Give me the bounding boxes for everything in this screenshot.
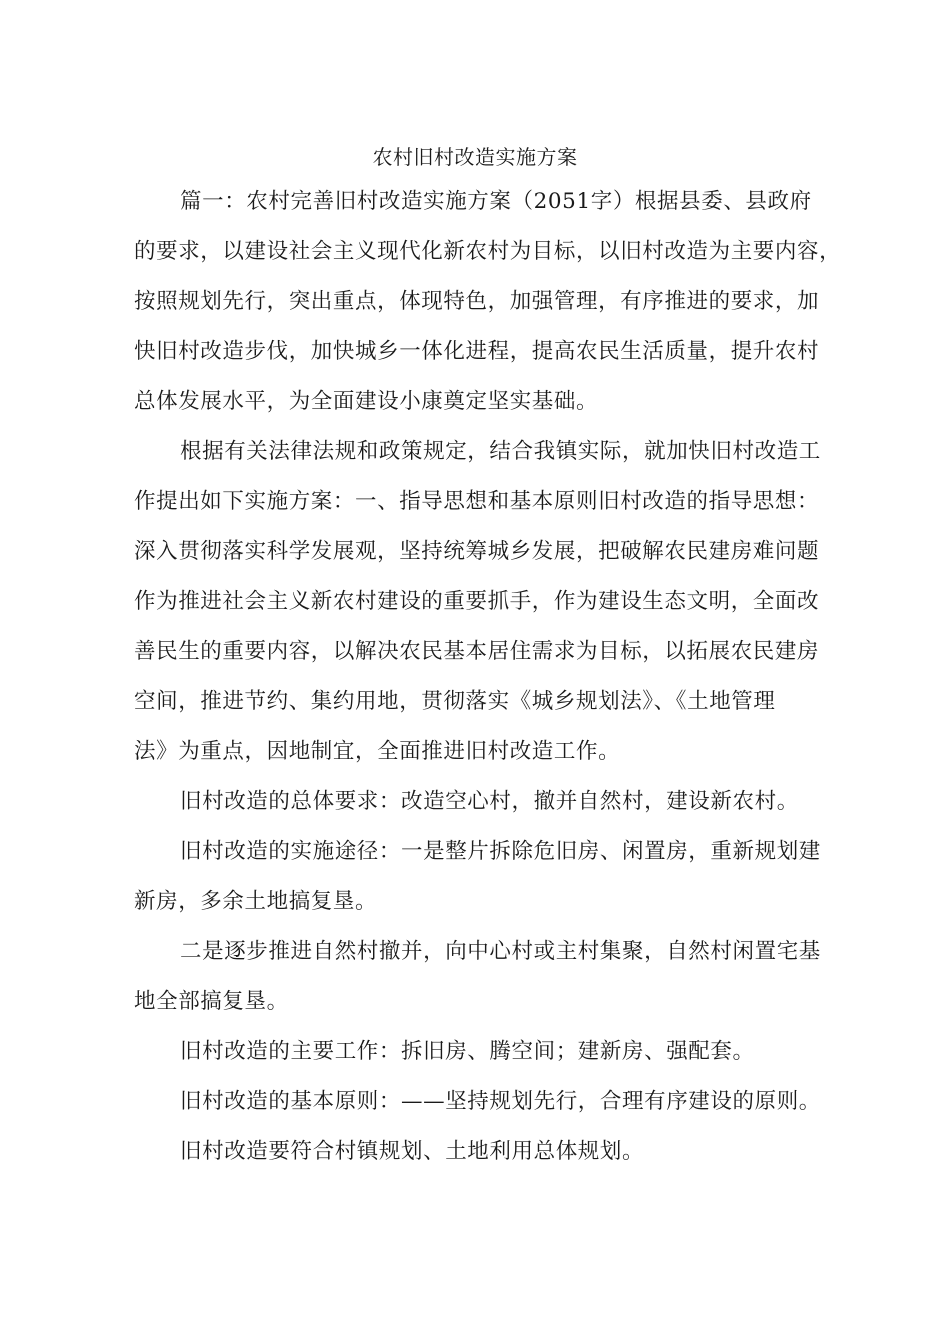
paragraph-6-line-1: 旧村改造的主要工作：拆旧房、腾空间；建新房、强配套。: [180, 1039, 755, 1064]
paragraph-2-line-6: 空间，推进节约、集约用地，贯彻落实《城乡规划法》、《土地管理: [134, 689, 776, 714]
paragraph-2-line-4: 作为推进社会主义新农村建设的重要抓手，作为建设生态文明，全面改: [134, 589, 820, 614]
paragraph-2-line-5: 善民生的重要内容，以解决农民基本居住需求为目标，以拓展农民建房: [134, 639, 820, 664]
paragraph-1-line-5: 总体发展水平，为全面建设小康奠定坚实基础。: [134, 389, 599, 414]
paragraph-5-line-1: 二是逐步推进自然村撤并，向中心村或主村集聚，自然村闲置宅基: [180, 939, 821, 964]
paragraph-2-line-2: 作提出如下实施方案：一、指导思想和基本原则旧村改造的指导思想：: [134, 489, 820, 514]
paragraph-8-line-1: 旧村改造要符合村镇规划、土地利用总体规划。: [180, 1139, 645, 1164]
paragraph-4-line-1: 旧村改造的实施途径：一是整片拆除危旧房、闲置房，重新规划建: [180, 839, 821, 864]
paragraph-1-line-2: 的要求，以建设社会主义现代化新农村为目标，以旧村改造为主要内容，: [134, 239, 842, 264]
paragraph-2-line-3: 深入贯彻落实科学发展观，坚持统筹城乡发展，把破解农民建房难问题: [134, 539, 820, 564]
paragraph-7-line-1: 旧村改造的基本原则：——坚持规划先行，合理有序建设的原则。: [180, 1089, 821, 1114]
paragraph-2-line-1: 根据有关法律法规和政策规定，结合我镇实际，就加快旧村改造工: [180, 439, 821, 464]
paragraph-3-line-1: 旧村改造的总体要求：改造空心村，撤并自然村，建设新农村。: [180, 789, 799, 814]
paragraph-1-line-4: 快旧村改造步伐，加快城乡一体化进程，提高农民生活质量，提升农村: [134, 339, 820, 364]
document-title: 农村旧村改造实施方案: [372, 145, 578, 169]
paragraph-5-line-2: 地全部搞复垦。: [134, 989, 289, 1014]
paragraph-1-line-1: 篇一：农村完善旧村改造实施方案（2051字）根据县委、县政府: [180, 189, 812, 214]
paragraph-2-line-7: 法》为重点，因地制宜，全面推进旧村改造工作。: [134, 739, 621, 764]
paragraph-4-line-2: 新房，多余土地搞复垦。: [134, 889, 378, 914]
paragraph-1-line-3: 按照规划先行，突出重点，体现特色，加强管理，有序推进的要求，加: [134, 289, 820, 314]
